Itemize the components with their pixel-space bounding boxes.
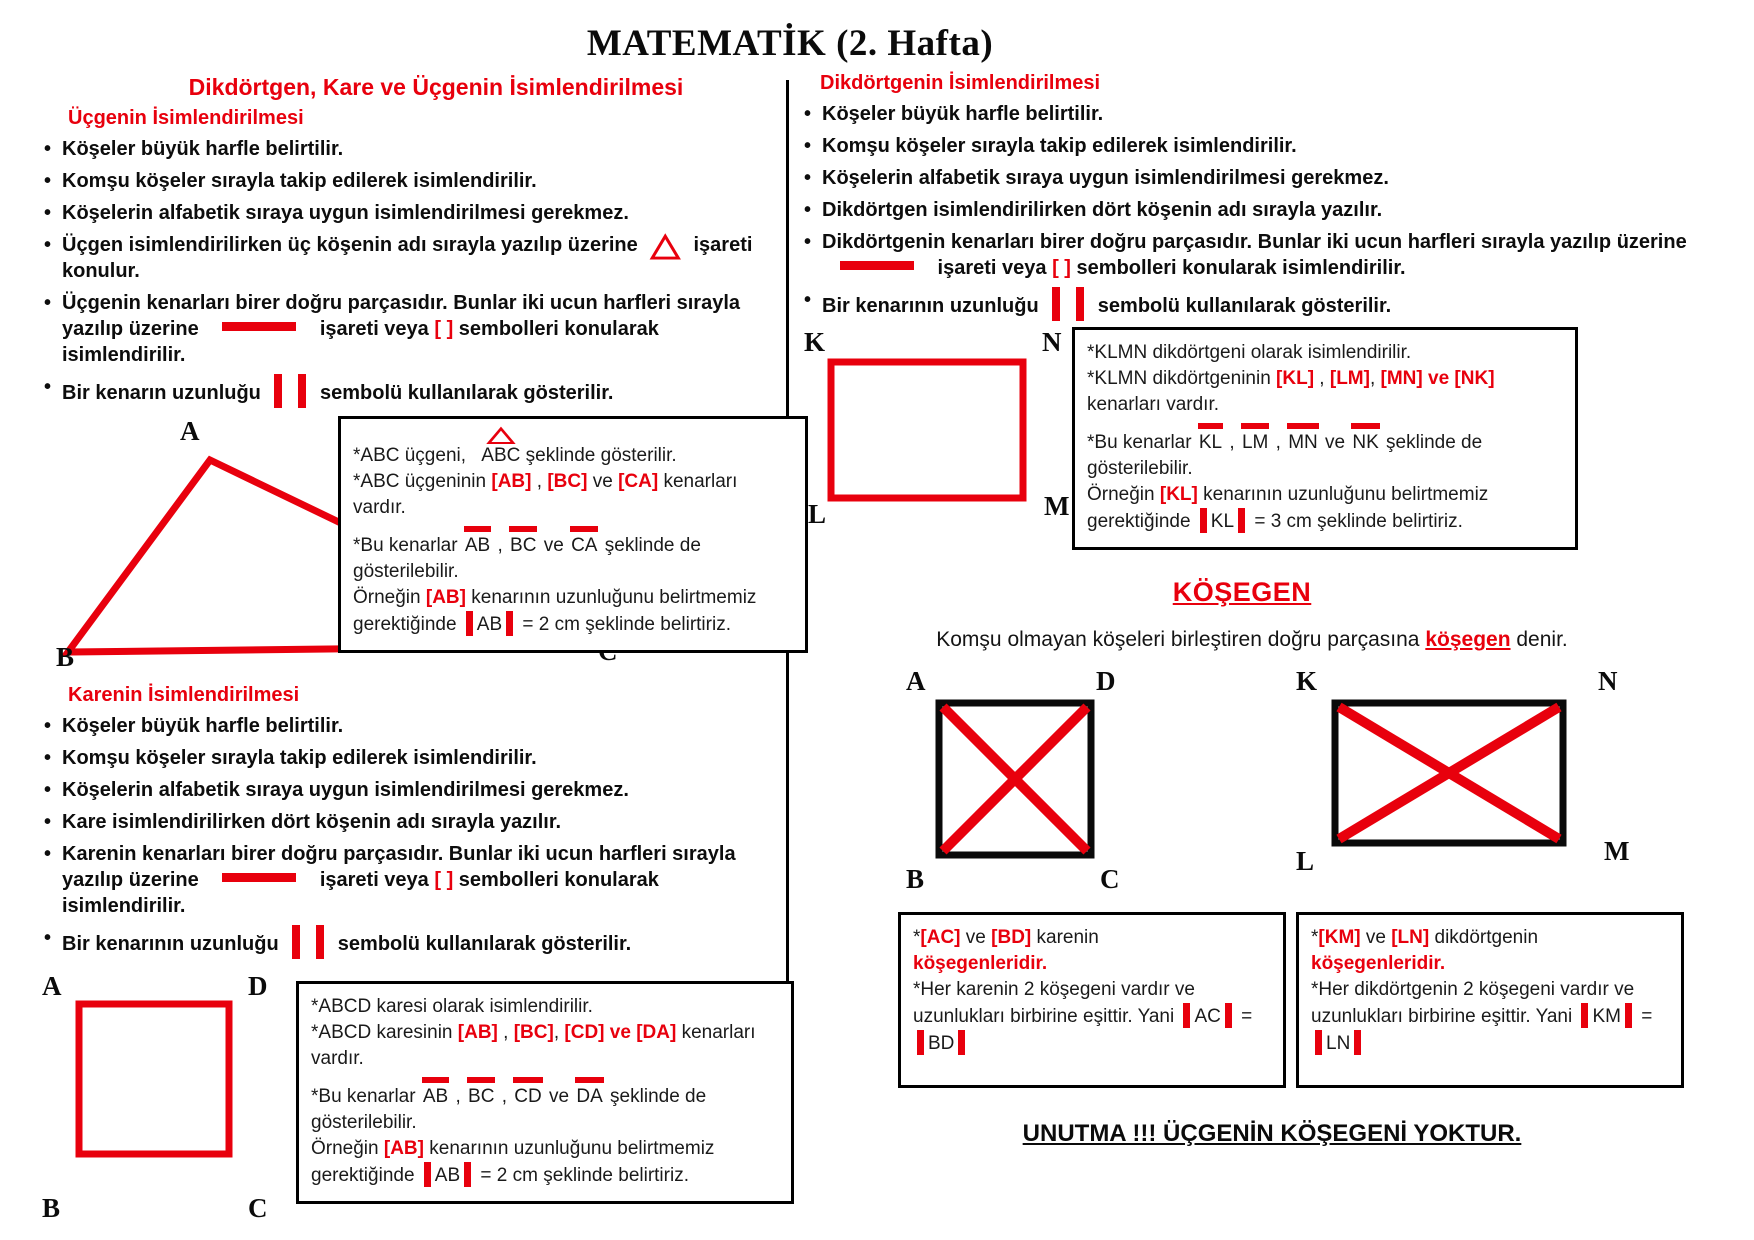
info-line: [311, 994, 779, 1020]
square-figure: [74, 999, 234, 1159]
segment-bar: [1315, 1030, 1322, 1055]
segment-text: sembolü kullanılarak gösterilir.: [314, 382, 614, 404]
vertex-label-b: B: [906, 864, 925, 894]
segment-text: Bir kenarın uzunluğu: [62, 382, 267, 404]
segment-text: KL: [1210, 511, 1235, 532]
info-line: [1311, 977, 1669, 1057]
segment-bar: [1581, 1003, 1588, 1028]
segment-vbar: [292, 925, 300, 959]
segment-text: şeklinde de gösterilebilir.: [353, 535, 701, 582]
info-line: [1087, 366, 1563, 418]
segment-text: ,: [1314, 368, 1330, 389]
rectangle-subheading: Dikdörtgenin İsimlendirilmesi: [820, 72, 1101, 94]
segment-ovl: KL: [1199, 430, 1222, 456]
segment-text: *Bu kenarlar: [353, 535, 463, 556]
segment-ovl: BC: [510, 533, 536, 559]
info-line: [311, 1020, 779, 1072]
vertex-label-b: B: [56, 642, 75, 672]
bullet-item: [802, 287, 1738, 321]
segment-text: Karenin kenarları birer doğru parçasıdır. Bunlar iki ucun harfleri sırayla yazılıp üzerine: [62, 843, 736, 891]
segment-text: =: [1635, 1006, 1653, 1027]
rectangle-diagonals-info-box: [1296, 912, 1684, 1088]
segment-text: ve: [1360, 927, 1392, 948]
segment-text: Örneğin: [1087, 484, 1160, 505]
segment-text: şeklinde gösterilir.: [520, 445, 677, 466]
segment-text: şeklinde de gösterilebilir.: [1087, 432, 1483, 479]
segment-text: AB: [434, 1165, 461, 1186]
bullet-item: [42, 745, 780, 771]
segment-text: ,: [497, 1022, 514, 1043]
footer-warning: UNUTMA !!! ÜÇGENİN KÖŞEGENİ YOKTUR.: [1022, 1120, 1522, 1147]
segment-text: Komşu köşeler sırayla takip edilerek isimlendirilir.: [62, 747, 537, 769]
segment-red: [ ]: [434, 869, 454, 891]
segment-text: *Her dikdörtgenin 2 köşegeni vardır ve uzunlukları birbirine eşittir. Yani: [1311, 979, 1635, 1027]
rectangle-bullet-list: [802, 101, 1738, 321]
vertex-label-k: K: [804, 327, 826, 357]
bullet-item: [42, 777, 780, 803]
info-line: [1087, 430, 1563, 482]
segment-text: kenarının uzunluğunu belirtmemiz gerektiğinde: [311, 1138, 715, 1186]
segment-red: [ ]: [1052, 257, 1071, 279]
rectangle-diagonals-group: [1296, 666, 1642, 906]
segment-text: =: [1235, 1006, 1253, 1027]
segment-red: [LM]: [1329, 368, 1370, 389]
segment-bar: [464, 1162, 471, 1187]
vertex-label-m: M: [1044, 491, 1070, 521]
segment-text: Kare isimlendirilirken dört köşenin adı sırayla yazılır.: [62, 811, 562, 833]
rectangle-diagonals-figure: [1330, 698, 1568, 848]
segment-red: [BD]: [991, 927, 1032, 948]
segment-text: *: [1311, 927, 1319, 948]
segment-red: köşegenleridir.: [913, 953, 1048, 974]
segment-text: ,: [1369, 368, 1381, 389]
diagonal-boxes-row: [802, 912, 1738, 1098]
bullet-item: [42, 226, 780, 284]
segment-text: AC: [1194, 1006, 1221, 1027]
segment-text: kenarının uzunluğunu belirtmemiz gerektiğinde: [1087, 484, 1489, 532]
info-line: [353, 533, 793, 585]
segment-text: Örneğin: [353, 587, 426, 608]
segment-red: [AB]: [383, 1138, 424, 1159]
triangle-figure-row: [42, 414, 780, 682]
segment-text: ve: [587, 471, 619, 492]
segment-text: ,: [1270, 432, 1287, 453]
segment-red: [CA]: [618, 471, 659, 492]
segment-text: AB: [476, 614, 503, 635]
segment-ovl: LM: [1242, 430, 1268, 456]
info-line: [913, 925, 1271, 951]
square-info-box: [296, 981, 794, 1204]
kosegen-heading-wrap: [832, 577, 1652, 608]
segment-vbar: [274, 374, 282, 408]
segment-text: BD: [928, 1033, 955, 1054]
segment-red: köşegenleridir.: [1311, 953, 1446, 974]
segment-text: dikdörtgenin: [1429, 927, 1539, 948]
segment-text: Köşeler büyük harfle belirtilir.: [62, 138, 344, 160]
kosegen-heading: KÖŞEGEN: [1172, 577, 1312, 607]
segment-red: [AC]: [920, 927, 961, 948]
segment-text: *KLMN dikdörtgeninin: [1087, 368, 1277, 389]
segment-vbar: [1052, 287, 1060, 321]
segment-text: ,: [553, 1022, 565, 1043]
segment-text: *Her karenin 2 köşegeni vardır ve uzunlukları birbirine eşittir. Yani: [913, 979, 1195, 1027]
segment-text: kenarları vardır.: [353, 471, 738, 518]
segment-text: Köşeler büyük harfle belirtilir.: [62, 715, 344, 737]
segment-bar: [1625, 1003, 1632, 1028]
bullet-item: [42, 713, 780, 739]
segment-ovl: BC: [468, 1084, 494, 1110]
segment-text: Bir kenarının uzunluğu: [62, 933, 285, 955]
info-line: [1087, 340, 1563, 366]
segment-bar: [1183, 1003, 1190, 1028]
segment-text: *KLMN dikdörtgeni olarak isimlendirilir.: [1087, 342, 1412, 363]
segment-ovl: NK: [1352, 430, 1378, 456]
info-line: [353, 429, 793, 469]
segment-text: Dikdörtgenin kenarları birer doğru parçasıdır. Bunlar iki ucun harfleri sırayla yazılıp üzerine: [822, 231, 1687, 253]
segment-text: *Bu kenarlar: [311, 1086, 421, 1107]
segment-text: kenarları vardır.: [1087, 394, 1219, 415]
segment-text: ,: [496, 1086, 513, 1107]
segment-text: ve: [960, 927, 992, 948]
segment-redu: köşegen: [1425, 628, 1511, 651]
segment-tri: △: [650, 226, 681, 262]
segment-text: sembolü kullanılarak gösterilir.: [1092, 295, 1392, 317]
segment-text: *ABC üçgeninin: [353, 471, 492, 492]
segment-text: denir.: [1510, 628, 1568, 651]
segment-text: ve: [1319, 432, 1351, 453]
segment-text: ,: [450, 1086, 467, 1107]
segment-bar: [424, 1162, 431, 1187]
segment-red: [BC]: [547, 471, 588, 492]
square-figure-row: [42, 965, 780, 1240]
info-line: [1311, 951, 1669, 977]
segment-red: [KL]: [1276, 368, 1315, 389]
square-bullet-list: [42, 713, 780, 959]
segment-bar: [958, 1030, 965, 1055]
rectangle-info-box: [1072, 327, 1578, 550]
vertex-label-m: M: [1604, 836, 1630, 866]
rectangle-figure-row: [802, 327, 1738, 551]
info-line: [1087, 482, 1563, 535]
segment-text: Köşeler büyük harfle belirtilir.: [822, 103, 1104, 125]
segment-text: sembolleri konularak isimlendirilir.: [62, 318, 659, 366]
left-column: [42, 74, 780, 1240]
page-title: MATEMATİK (2. Hafta): [586, 23, 994, 64]
segment-text: Dikdörtgen isimlendirilirken dört köşenin adı sırayla yazılır.: [822, 199, 1383, 221]
segment-text: Köşelerin alfabetik sıraya uygun isimlendirilmesi gerekmez.: [62, 779, 629, 801]
segment-text: sembolleri konularak isimlendirilir.: [62, 869, 659, 917]
vertex-label-b: B: [42, 1193, 61, 1223]
segment-red: [BC]: [513, 1022, 554, 1043]
segment-bar: [466, 611, 473, 636]
segment-text: ,: [1224, 432, 1240, 453]
segment-text: kenarının uzunluğunu belirtmemiz gerektiğinde: [353, 587, 757, 635]
segment-bar: [1354, 1030, 1361, 1055]
segment-text: KM: [1592, 1006, 1621, 1027]
vertex-label-a: A: [180, 416, 200, 446]
segment-text: ve: [538, 535, 570, 556]
segment-red: [AB]: [491, 471, 532, 492]
segment-text: ,: [531, 471, 548, 492]
segment-red: [CD] ve [DA]: [564, 1022, 677, 1043]
vertex-label-c: C: [248, 1193, 268, 1223]
segment-text: sembolleri konularak isimlendirilir.: [1070, 257, 1406, 279]
segment-hbar: [840, 261, 914, 270]
segment-ovl: CD: [514, 1084, 541, 1110]
segment-text: Komşu olmayan köşeleri birleştiren doğru parçasına: [936, 628, 1426, 651]
segment-text: Bir kenarının uzunluğu: [822, 295, 1045, 317]
segment-vbar: [316, 925, 324, 959]
segment-text: = 3 cm şeklinde belirtiriz.: [1249, 511, 1463, 532]
info-line: [311, 1136, 779, 1189]
vertex-label-d: D: [1096, 666, 1116, 696]
segment-red: [MN] ve [NK]: [1380, 368, 1495, 389]
segment-text: şeklinde de gösterilebilir.: [311, 1086, 707, 1133]
vertex-label-d: D: [248, 971, 268, 1001]
segment-vbar: [298, 374, 306, 408]
segment-bar: [506, 611, 513, 636]
segment-text: *Bu kenarlar: [1087, 432, 1197, 453]
kosegen-definition: [822, 628, 1682, 652]
info-line: [1311, 925, 1669, 951]
segment-ovl: DA: [576, 1084, 602, 1110]
segment-text: Üçgen isimlendirilirken üç köşenin adı sırayla yazılıp üzerine: [62, 234, 644, 256]
segment-hbar: [222, 873, 296, 882]
segment-text: *ABC üçgeni,: [353, 445, 472, 466]
segment-bar: [1200, 508, 1207, 533]
segment-text: Komşu köşeler sırayla takip edilerek isimlendirilir.: [62, 170, 537, 192]
info-line: [913, 951, 1271, 977]
segment-text: Köşelerin alfabetik sıraya uygun isimlendirilmesi gerekmez.: [62, 202, 629, 224]
vertex-label-k: K: [1296, 666, 1318, 696]
segment-ovl: CA: [571, 533, 597, 559]
segment-abctri: △ ABC: [481, 443, 520, 469]
segment-text: işareti veya: [314, 869, 435, 891]
segment-bar: [1238, 508, 1245, 533]
segment-red: [KM]: [1318, 927, 1361, 948]
segment-text: Köşelerin alfabetik sıraya uygun isimlendirilmesi gerekmez.: [822, 167, 1389, 189]
bullet-item: [42, 168, 780, 194]
segment-text: = 2 cm şeklinde belirtiriz.: [517, 614, 731, 635]
segment-text: kenarları vardır.: [311, 1022, 756, 1069]
segment-bar: [1225, 1003, 1232, 1028]
bullet-item: [802, 165, 1738, 191]
segment-vbar: [1076, 287, 1084, 321]
vertex-label-c: C: [1100, 864, 1120, 894]
info-line: [913, 977, 1271, 1057]
bullet-item: [42, 925, 780, 959]
vertex-label-a: A: [42, 971, 62, 1001]
left-main-heading: Dikdörtgen, Kare ve Üçgenin İsimlendirilmesi: [188, 74, 684, 100]
segment-bar: [917, 1030, 924, 1055]
vertex-label-n: N: [1598, 666, 1618, 696]
segment-text: sembolü kullanılarak gösterilir.: [332, 933, 632, 955]
segment-text: = 2 cm şeklinde belirtiriz.: [475, 1165, 689, 1186]
vertex-label-l: L: [808, 499, 827, 529]
right-column: [802, 70, 1738, 1148]
rectangle-figure: [826, 357, 1028, 503]
bullet-item: [42, 200, 780, 226]
bullet-item: [42, 374, 780, 408]
segment-text: *ABCD karesi olarak isimlendirilir.: [311, 996, 593, 1017]
segment-text: işareti konulur.: [62, 234, 753, 282]
vertex-label-a: A: [906, 666, 926, 696]
segment-ovl: AB: [465, 533, 490, 559]
diagonals-figure-row: [802, 666, 1738, 908]
segment-text: ,: [492, 535, 509, 556]
bullet-item: [802, 101, 1738, 127]
segment-text: karenin: [1031, 927, 1099, 948]
bullet-item: [42, 136, 780, 162]
segment-red: [LN]: [1391, 927, 1430, 948]
segment-red: [AB]: [425, 587, 466, 608]
square-subheading: Karenin İsimlendirilmesi: [68, 684, 300, 706]
triangle-subheading: Üçgenin İsimlendirilmesi: [68, 107, 304, 129]
segment-text: işareti veya: [932, 257, 1053, 279]
segment-text: *: [913, 927, 921, 948]
info-line: [353, 469, 793, 521]
segment-ovl: MN: [1288, 430, 1318, 456]
square-diagonals-info-box: [898, 912, 1286, 1088]
bullet-item: [42, 841, 780, 919]
bullet-item: [802, 133, 1738, 159]
bullet-item: [42, 290, 780, 368]
segment-hbar: [222, 322, 296, 331]
segment-text: ve: [543, 1086, 575, 1107]
bullet-item: [42, 809, 780, 835]
info-line: [311, 1084, 779, 1136]
triangle-bullet-list: [42, 136, 780, 408]
segment-red: [ ]: [434, 318, 454, 340]
segment-text: Üçgenin kenarları birer doğru parçasıdır. Bunlar iki ucun harfleri sırayla yazılıp üzerine: [62, 292, 741, 340]
vertex-label-l: L: [1296, 846, 1315, 876]
bullet-item: [802, 229, 1738, 281]
segment-red: [KL]: [1159, 484, 1198, 505]
segment-red: [AB]: [457, 1022, 498, 1043]
triangle-info-box: [338, 416, 808, 653]
segment-text: Komşu köşeler sırayla takip edilerek isimlendirilir.: [822, 135, 1297, 157]
info-line: [353, 585, 793, 638]
square-diagonals-group: [898, 666, 1148, 906]
segment-text: *ABCD karesinin: [311, 1022, 458, 1043]
vertex-label-n: N: [1042, 327, 1062, 357]
bullet-item: [802, 197, 1738, 223]
square-diagonals-figure: [934, 698, 1096, 860]
segment-text: işareti veya: [314, 318, 435, 340]
segment-text: Örneğin: [311, 1138, 384, 1159]
segment-ovl: AB: [423, 1084, 448, 1110]
segment-text: LN: [1326, 1033, 1351, 1054]
